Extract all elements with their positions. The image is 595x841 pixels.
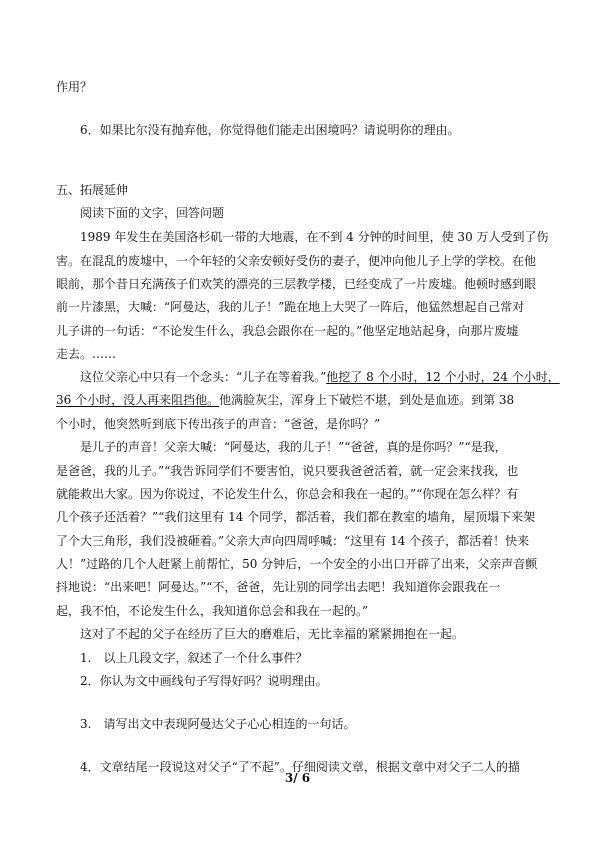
question-1: 1. 以上几段文字，叙述了一个什么事件？ bbox=[80, 651, 308, 665]
passage-line: 抖地说：“出来吧！阿曼达。”“不，爸爸，先让别的同学出去吧！我知道你会跟我在一 bbox=[56, 580, 501, 594]
passage-line: 起，我不怕，不论发生什么，我知道你总会和我在一起的。” bbox=[56, 604, 369, 618]
passage-line: 1989 年发生在美国洛杉矶一带的大地震，在不到 4 分钟的时间里，使 30 万人受到了伤 bbox=[80, 230, 549, 244]
passage-line: 走去。…… bbox=[56, 347, 117, 361]
passage-line: 是爸爸，我的儿子。”“我告诉同学们不要害怕，说只要我爸爸活着，就一定会来找我，也 bbox=[56, 464, 519, 478]
underlined-sentence: 他挖了 8 个小时，12 个小时，24 个小时， bbox=[326, 370, 560, 384]
passage-line: 个小时，他突然听到底下传出孩子的声音：“爸爸，是你吗？” bbox=[56, 417, 381, 431]
plain-text: 这位父亲心中只有一个念头：“儿子在等着我。” bbox=[80, 370, 327, 384]
section-heading: 五、拓展延伸 bbox=[56, 183, 129, 197]
question-3: 3. 请写出文中表现阿曼达父子心心相连的一句话。 bbox=[80, 717, 356, 731]
passage-line: 几个孩子还活着？”“我们这里有 14 个同学，都活着，我们都在教室的墙角，屋顶塌下来架 bbox=[56, 510, 536, 524]
passage-line: 前一片漆黑，大喊：“阿曼达，我的儿子！”跪在地上大哭了一阵后，他猛然想起自己常对 bbox=[56, 300, 525, 314]
passage-line: 害。在混乱的废墟中，一个年轻的父亲安顿好受伤的妻子，便冲向他儿子上学的学校。在他 bbox=[56, 254, 537, 268]
passage-line: 眼前，那个昔日充满孩子们欢笑的漂亮的三层教学楼，已经变成了一片废墟。他顿时感到眼 bbox=[56, 277, 537, 291]
passage-line: 人！”过路的几个人赶紧上前帮忙，50 分钟后，一个安全的小出口开辟了出来，父亲声音颤 bbox=[56, 557, 538, 571]
passage-line bbox=[80, 370, 560, 384]
page-number: 3/ 6 bbox=[284, 771, 311, 785]
question-4: 4．文章结尾一段说这对父子“了不起”。仔细阅读文章，根据文章中对父子二人的描 bbox=[80, 760, 520, 774]
passage-line bbox=[56, 393, 514, 407]
passage-line: 这对了不起的父子在经历了巨大的磨难后，无比幸福的紧紧拥抱在一起。 bbox=[80, 627, 465, 641]
passage-line: 就能救出大家。因为你说过，不论发生什么，你总会和我在一起的。”“你现在怎么样？有 bbox=[56, 487, 519, 501]
passage-line: 是儿子的声音！父亲大喊：“阿曼达，我的儿子！”“爸爸，真的是你吗？”“是我， bbox=[80, 440, 507, 454]
underlined-sentence: 36 个小时，没人再来阻挡他。 bbox=[56, 393, 220, 407]
passage-line: 儿子讲的一句话：“不论发生什么，我总会跟你在一起的。”他坚定地站起身，向那片废墟 bbox=[56, 324, 519, 338]
question-2: 2．你认为文中画线句子写得好吗？说明理由。 bbox=[80, 674, 328, 688]
instruction: 阅读下面的文字，回答问题 bbox=[80, 206, 225, 220]
passage-line: 了个大三角形，我们没被砸着。”父亲大声向四周呼喊：“这里有 14 个孩子，都活着！快来 bbox=[56, 534, 530, 548]
question-6: 6．如果比尔没有抛弃他，你觉得他们能走出困境吗？请说明你的理由。 bbox=[80, 123, 460, 137]
plain-text: 他满脸灰尘，浑身上下破烂不堪，到处是血迹。到第 38 bbox=[219, 393, 515, 407]
carry-over-line: 作用？ bbox=[56, 80, 93, 94]
